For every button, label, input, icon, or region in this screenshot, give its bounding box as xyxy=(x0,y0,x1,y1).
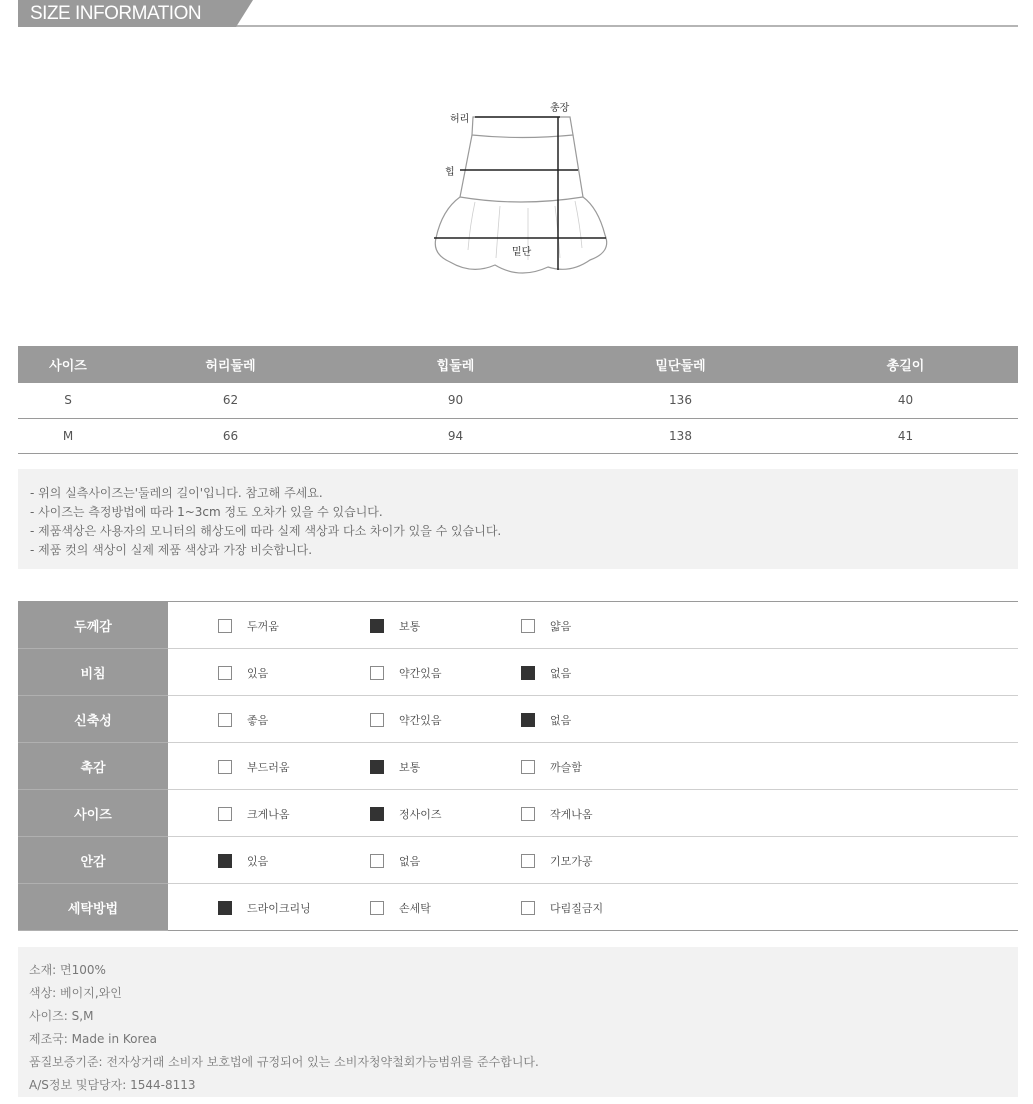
attribute-options xyxy=(168,884,1018,931)
note-line: - 제품 컷의 색상이 실제 제품 색상과 가장 비슷합니다. xyxy=(30,543,313,557)
attribute-option[interactable] xyxy=(521,806,593,822)
header-tab xyxy=(18,0,236,27)
section-header xyxy=(18,0,1018,28)
attribute-name: 사이즈 xyxy=(18,790,168,837)
note-line: - 위의 실측사이즈는'둘레의 길이'입니다. 참고해 주세요. xyxy=(30,486,323,500)
attribute-option[interactable] xyxy=(370,618,420,634)
attribute-row xyxy=(18,602,1018,649)
table-cell: 62 xyxy=(118,383,343,418)
table-row xyxy=(18,418,1018,453)
checked-box-icon[interactable] xyxy=(370,760,384,774)
table-cell: 41 xyxy=(793,418,1018,453)
table-cell: M xyxy=(18,418,118,453)
unchecked-box-icon[interactable] xyxy=(521,807,535,821)
table-row xyxy=(18,383,1018,418)
attribute-option[interactable] xyxy=(370,759,420,775)
info-line: 사이즈: S,M xyxy=(29,1009,94,1023)
attribute-name: 두께감 xyxy=(18,602,168,649)
size-notes xyxy=(18,469,1018,569)
attribute-option[interactable] xyxy=(370,712,442,728)
attribute-row xyxy=(18,884,1018,931)
checked-box-icon[interactable] xyxy=(370,619,384,633)
attribute-options xyxy=(168,696,1018,743)
section-title: SIZE INFORMATION xyxy=(30,3,202,24)
size-table-header: 사이즈 xyxy=(18,346,118,383)
attribute-name: 촉감 xyxy=(18,743,168,790)
attribute-option[interactable] xyxy=(521,665,571,681)
attribute-row xyxy=(18,649,1018,696)
table-cell: 138 xyxy=(568,418,793,453)
checked-box-icon[interactable] xyxy=(218,854,232,868)
option-label: 약간있음 xyxy=(399,714,442,727)
unchecked-box-icon[interactable] xyxy=(370,713,384,727)
checked-box-icon[interactable] xyxy=(521,666,535,680)
option-label: 보통 xyxy=(399,761,421,774)
attribute-row xyxy=(18,743,1018,790)
checked-box-icon[interactable] xyxy=(218,901,232,915)
attribute-option[interactable] xyxy=(370,665,442,681)
unchecked-box-icon[interactable] xyxy=(218,619,232,633)
length-label: 총장 xyxy=(550,103,570,114)
option-label: 없음 xyxy=(550,714,572,727)
attribute-option[interactable] xyxy=(218,712,268,728)
attribute-name: 신축성 xyxy=(18,696,168,743)
table-cell: S xyxy=(18,383,118,418)
attribute-option[interactable] xyxy=(218,900,311,916)
attribute-row xyxy=(18,837,1018,884)
option-label: 약간있음 xyxy=(399,667,442,680)
info-line: 색상: 베이지,와인 xyxy=(29,986,122,1000)
attribute-option[interactable] xyxy=(218,618,279,634)
attribute-name: 안감 xyxy=(18,837,168,884)
info-line: 소재: 면100% xyxy=(29,963,106,977)
attribute-row xyxy=(18,790,1018,837)
info-line: 제조국: Made in Korea xyxy=(29,1032,157,1046)
attribute-options xyxy=(168,790,1018,837)
unchecked-box-icon[interactable] xyxy=(521,854,535,868)
unchecked-box-icon[interactable] xyxy=(218,713,232,727)
hip-label: 힙 xyxy=(445,167,455,178)
option-label: 까슬함 xyxy=(550,761,582,774)
option-label: 없음 xyxy=(550,667,572,680)
unchecked-box-icon[interactable] xyxy=(370,666,384,680)
option-label: 다림질금지 xyxy=(550,902,604,915)
unchecked-box-icon[interactable] xyxy=(218,760,232,774)
attribute-table xyxy=(18,601,1018,931)
table-cell: 66 xyxy=(118,418,343,453)
option-label: 보통 xyxy=(399,620,421,633)
option-label: 정사이즈 xyxy=(399,808,442,821)
attribute-option[interactable] xyxy=(370,853,420,869)
size-table-header: 허리둘레 xyxy=(118,346,343,383)
attribute-option[interactable] xyxy=(218,853,268,869)
option-label: 있음 xyxy=(247,855,269,868)
size-table-header-row xyxy=(18,346,1018,383)
option-label: 기모가공 xyxy=(550,855,593,868)
unchecked-box-icon[interactable] xyxy=(521,619,535,633)
size-table-header: 총길이 xyxy=(793,346,1018,383)
option-label: 작게나옴 xyxy=(550,808,593,821)
hem-label: 밑단 xyxy=(512,247,532,258)
attribute-option[interactable] xyxy=(218,665,268,681)
attribute-option[interactable] xyxy=(370,900,431,916)
table-cell: 94 xyxy=(343,418,568,453)
size-table-header: 밑단둘레 xyxy=(568,346,793,383)
attribute-option[interactable] xyxy=(521,759,582,775)
attribute-options xyxy=(168,602,1018,649)
unchecked-box-icon[interactable] xyxy=(218,666,232,680)
table-cell: 90 xyxy=(343,383,568,418)
attribute-name: 비침 xyxy=(18,649,168,696)
option-label: 좋음 xyxy=(247,714,269,727)
product-info xyxy=(18,947,1018,1097)
table-cell: 136 xyxy=(568,383,793,418)
attribute-row xyxy=(18,696,1018,743)
skirt-diagram xyxy=(420,90,630,290)
note-line: - 사이즈는 측정방법에 따라 1~3cm 정도 오차가 있을 수 있습니다. xyxy=(30,505,383,519)
info-line: A/S정보 및담당자: 1544-8113 xyxy=(29,1078,196,1092)
unchecked-box-icon[interactable] xyxy=(218,807,232,821)
unchecked-box-icon[interactable] xyxy=(521,901,535,915)
attribute-option[interactable] xyxy=(521,712,571,728)
option-label: 있음 xyxy=(247,667,269,680)
option-label: 없음 xyxy=(399,855,421,868)
attribute-option[interactable] xyxy=(521,853,593,869)
table-cell: 40 xyxy=(793,383,1018,418)
attribute-options xyxy=(168,837,1018,884)
size-table-header: 힙둘레 xyxy=(343,346,568,383)
attribute-option[interactable] xyxy=(370,806,442,822)
attribute-option[interactable] xyxy=(521,618,571,634)
size-table xyxy=(18,346,1018,454)
checked-box-icon[interactable] xyxy=(521,713,535,727)
option-label: 부드러움 xyxy=(247,761,290,774)
attribute-name: 세탁방법 xyxy=(18,884,168,931)
attribute-option[interactable] xyxy=(218,759,290,775)
option-label: 크게나옴 xyxy=(247,808,290,821)
option-label: 두꺼움 xyxy=(247,620,279,633)
attribute-option[interactable] xyxy=(218,806,290,822)
option-label: 얇음 xyxy=(550,620,572,633)
checked-box-icon[interactable] xyxy=(370,807,384,821)
attribute-option[interactable] xyxy=(521,900,603,916)
attribute-options xyxy=(168,649,1018,696)
unchecked-box-icon[interactable] xyxy=(521,760,535,774)
unchecked-box-icon[interactable] xyxy=(370,854,384,868)
attribute-options xyxy=(168,743,1018,790)
unchecked-box-icon[interactable] xyxy=(370,901,384,915)
info-line: 품질보증기준: 전자상거래 소비자 보호법에 규정되어 있는 소비자청약철회가능범위를 준수합니다. xyxy=(29,1055,539,1069)
option-label: 드라이크리닝 xyxy=(247,902,311,915)
waist-label: 허리 xyxy=(450,114,470,125)
option-label: 손세탁 xyxy=(399,902,431,915)
note-line: - 제품색상은 사용자의 모니터의 해상도에 따라 실제 색상과 다소 차이가 있을 수 있습니다. xyxy=(30,524,502,538)
